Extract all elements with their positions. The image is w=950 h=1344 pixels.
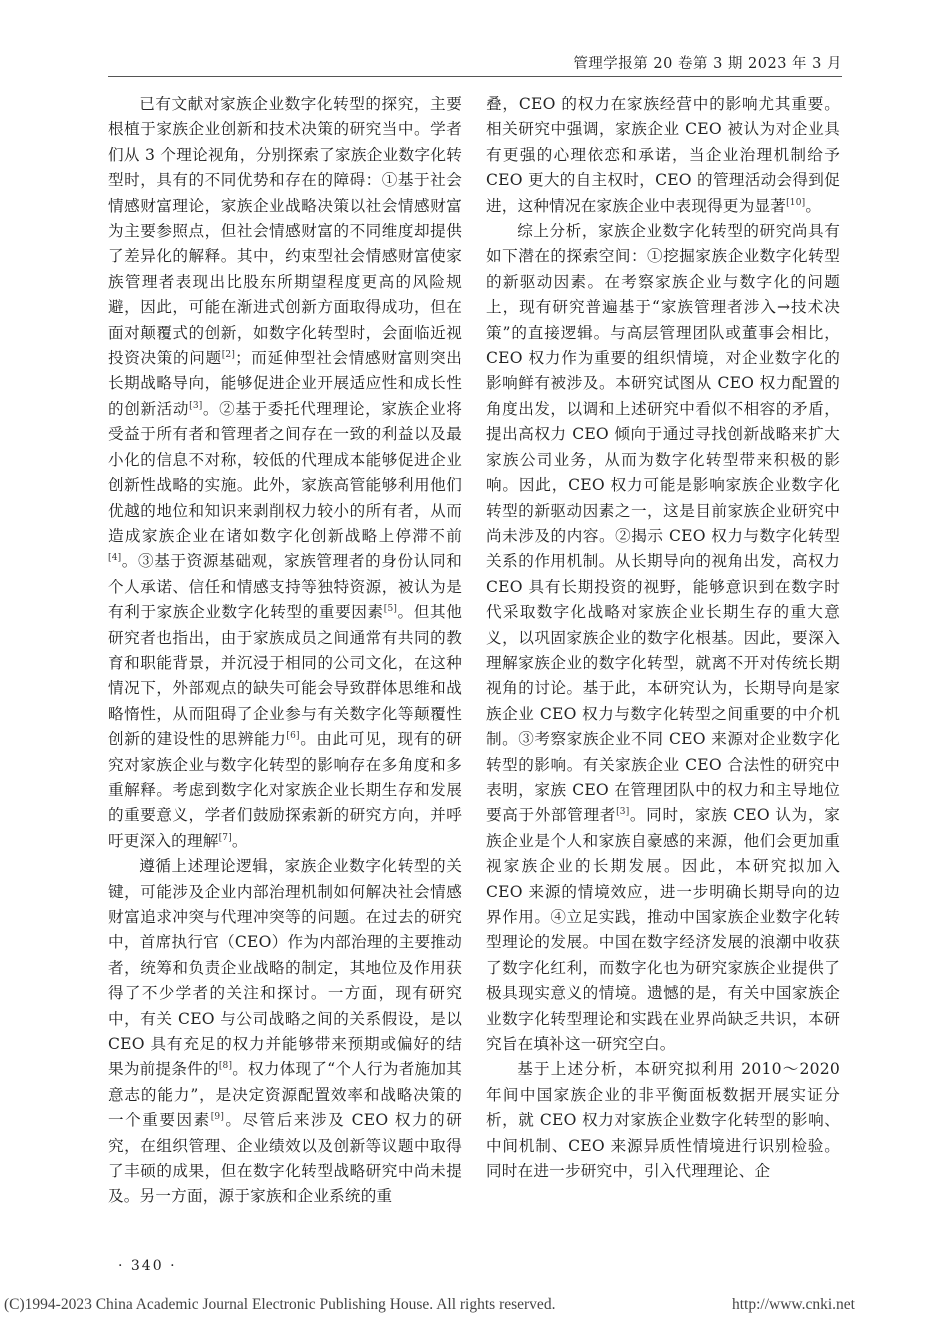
text-run: ；而延伸型社会情感财富则突出长期战略导向，能够促进企业开展适应性和成长性的创新活动 bbox=[108, 349, 462, 418]
paragraph bbox=[108, 854, 462, 1210]
cnki-link[interactable]: http://www.cnki.net bbox=[732, 1296, 855, 1313]
citation[interactable]: [10] bbox=[786, 197, 806, 208]
paragraph bbox=[486, 1057, 840, 1184]
left-column bbox=[108, 92, 462, 1210]
citation[interactable]: [3] bbox=[189, 400, 203, 411]
citation[interactable]: [3] bbox=[616, 807, 630, 818]
text-run: 。③基于资源基础观，家族管理者的身份认同和个人承诺、信任和情感支持等独特资源，被认为是有利于家族企业数字化转型的重要因素 bbox=[108, 552, 462, 622]
text-run: 基于上述分析，本研究拟利用 2010～2020 年间中国家族企业的非平衡面板数据开展实证分析，就 CEO 权力对家族企业数字化转型的影响、中间机制、CEO 来源异质性情境进行识别检验。同时在进一步研究中，引入代理理论、企 bbox=[486, 1060, 840, 1181]
right-column bbox=[486, 92, 840, 1184]
text-run: 。同时，家族 CEO 认为，家族企业是个人和家族自豪感的来源，他们会更加重视家族企业的长期发展。因此，本研究拟加入 CEO 来源的情境效应，进一步明确长期导向的边界作用。④立足实践，推动中国家族企业数字化转型理论的发展。中国在数字经济发展的浪潮中收获了数字化红利，而数字化也为研究家族企业提供了极具现实意义的情境。遗憾的是，有关中国家族企业数字化转型理论和实践在业界尚缺乏共识，本研究旨在填补这一研究空白。 bbox=[486, 806, 840, 1054]
text-run: 已有文献对家族企业数字化转型的探究，主要根植于家族企业创新和技术决策的研究当中。学者们从 3 个理论视角，分别探索了家族企业数字化转型时，具有的不同优势和存在的障碍：①基于社会情感财富理论，家族企业战略决策以社会情感财富为主要参照点，但社会情感财富的不同维度却提供了差异化的解释。其中，约束型社会情感财富使家族管理者表现出比股东所期望程度更高的风险规避，因此，可能在渐进式创新方面取得成功，但在面对颠覆式的创新，如数字化转型时，会面临近视投资决策的问题 bbox=[108, 95, 462, 368]
text-run: 。 bbox=[231, 831, 248, 850]
citation[interactable]: [8] bbox=[218, 1061, 233, 1072]
citation[interactable]: [7] bbox=[218, 832, 232, 843]
journal-issue-title: 管理学报第 20 卷第 3 期 2023 年 3 月 bbox=[573, 56, 842, 72]
citation[interactable]: [6] bbox=[286, 730, 300, 741]
paragraph bbox=[108, 92, 462, 854]
text-run: 。尽管后来涉及 CEO 权力的研究，在组织管理、企业绩效以及创新等议题中取得了丰硕的成果，但在数字化转型战略研究中尚未提及。另一方面，源于家族和企业系统的重 bbox=[108, 1111, 462, 1206]
text-run: 。但其他研究者也指出，由于家族成员之间通常有共同的教育和职能背景，并沉浸于相同的公司文化，在这种情况下，外部观点的缺失可能会导致群体思维和战略惰性，从而阻碍了企业参与有关数字化等颠覆性创新的建设性的思辨能力 bbox=[108, 603, 462, 749]
text-run: 。 bbox=[805, 196, 822, 215]
citation[interactable]: [9] bbox=[210, 1112, 225, 1123]
citation[interactable]: [2] bbox=[221, 349, 236, 360]
text-run: 。②基于委托代理理论，家族企业将受益于所有者和管理者之间存在一致的利益以及最小化的信息不对称，较低的代理成本能够促进企业创新性战略的实施。此外，家族高管能够利用他们优越的地位和知识来剥削权力较小的所有者，从而造成家族企业在诸如数字化创新战略上停滞不前 bbox=[108, 399, 462, 545]
text-run: 。权力体现了“个人行为者施加其意志的能力”，是决定资源配置效率和战略决策的一个重要因素 bbox=[108, 1060, 462, 1130]
page-number: · 340 · bbox=[118, 1258, 177, 1274]
text-run: 遵循上述理论逻辑，家族企业数字化转型的关键，可能涉及企业内部治理机制如何解决社会情感财富追求冲突与代理冲突等的问题。在过去的研究中，首席执行官（CEO）作为内部治理的主要推动者，统筹和负责企业战略的制定，其地位及作用获得了不少学者的关注和探讨。一方面，现有研究中，有关 CEO 与公司战略之间的关系假设，是以 CEO 具有充足的权力并能够带来预期或偏好的结果为前提条件的 bbox=[108, 857, 462, 1079]
running-header bbox=[0, 50, 950, 78]
copyright-text: (C)1994-2023 China Academic Journal Electronic Publishing House. All rights reserved. bbox=[4, 1296, 556, 1313]
citation[interactable]: [5] bbox=[383, 603, 398, 614]
paragraph bbox=[486, 92, 840, 219]
citation[interactable]: [4] bbox=[108, 553, 122, 564]
paragraph bbox=[486, 219, 840, 1057]
text-run: 。由此可见，现有的研究对家族企业与数字化转型的影响存在多角度和多重解释。考虑到数字化对家族企业长期生存和发展的重要意义，学者们鼓励探索新的研究方向，并呼吁更深入的理解 bbox=[108, 730, 462, 850]
header-rule bbox=[108, 76, 842, 77]
text-run: 综上分析，家族企业数字化转型的研究尚具有如下潜在的探索空间：①挖掘家族企业数字化转型的新驱动因素。在考察家族企业与数字化的问题上，现有研究普遍基于“家族管理者涉入→技术决策”的直接逻辑。与高层管理团队或董事会相比，CEO 权力作为重要的组织情境，对企业数字化的影响鲜有被涉及。本研究试图从 CEO 权力配置的角度出发，以调和上述研究中看似不相容的矛盾，提出高权力 CEO 倾向于通过寻找创新战略来扩大家族公司业务，从而为数字化转型带来积极的影响。因此，CEO 权力可能是影响家族企业数字化转型的新驱动因素之一，这是目前家族企业研究中尚未涉及的内容。②揭示 CEO 权力与数字化转型关系的作用机制。从长期导向的视角出发，高权力 CEO 具有长期投资的视野，能够意识到在数字时代采取数字化战略对家族企业长期生存的重大意义，以巩固家族企业的数字化根基。因此，要深入理解家族企业的数字化转型，就离不开对传统长期视角的讨论。基于此，本研究认为，长期导向是家族企业 CEO 权力与数字化转型之间重要的中介机制。③考察家族企业不同 CEO 来源对企业数字化转型的影响。有关家族企业 CEO 合法性的研究中表明，家族 CEO 在管理团队中的权力和主导地位要高于外部管理者 bbox=[486, 222, 840, 825]
copyright-footer bbox=[4, 1296, 950, 1314]
text-run: 叠，CEO 的权力在家族经营中的影响尤其重要。相关研究中强调，家族企业 CEO 被认为对企业具有更强的心理依恋和承诺，当企业治理机制给予 CEO 更大的自主权时，CEO 的管理活动会得到促进，这种情况在家族企业中表现得更为显著 bbox=[486, 95, 840, 215]
